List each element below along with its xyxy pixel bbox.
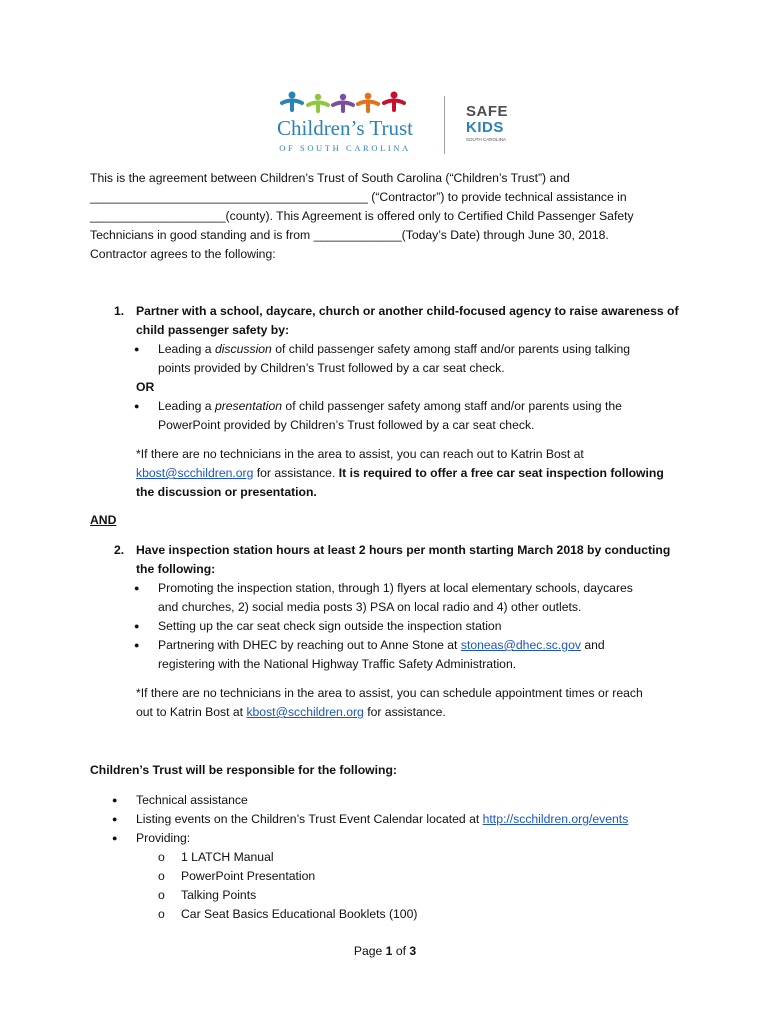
logo-divider <box>444 96 445 154</box>
logo-subtitle: OF SOUTH CAROLINA <box>279 143 411 153</box>
bullet-icon: ● <box>134 583 140 593</box>
bullet-icon: ● <box>112 795 118 805</box>
bullet-icon: ● <box>134 401 140 411</box>
bullet-text-cont: points provided by Children’s Trust followed by a car seat check. <box>158 361 505 375</box>
safe-kids-state: SOUTH CAROLINA <box>466 137 507 142</box>
responsibilities-section <box>90 761 690 924</box>
section-heading: Children’s Trust will be responsible for the following: <box>90 763 397 777</box>
page-label: Page <box>353 944 386 958</box>
bullet-text: Leading a presentation of child passenger safety among staff and/or parents using the <box>158 399 622 413</box>
sub-bullet-text: Car Seat Basics Educational Booklets (100) <box>181 907 418 921</box>
item-title: Partner with a school, daycare, church or another child-focused agency to raise awareness of <box>136 304 679 318</box>
intro-paragraph <box>90 169 690 264</box>
intro-line: _________________________________________ (“Contractor”) to provide technical assistance in <box>90 190 627 204</box>
sub-bullet-marker: o <box>158 869 165 883</box>
item-title-cont: child passenger safety by: <box>136 323 290 337</box>
intro-line: Contractor agrees to the following: <box>90 247 276 261</box>
bullet-icon: ● <box>134 621 140 631</box>
item-number: 2. <box>114 543 125 557</box>
bullet-text: Promoting the inspection station, through 1) flyers at local elementary schools, daycares <box>158 581 633 595</box>
item-2 <box>90 541 690 722</box>
and-separator <box>90 511 690 530</box>
logo-title: Children’s Trust <box>277 116 413 140</box>
note-line: *If there are no technicians in the area to assist, you can schedule appointment times or reach <box>136 686 643 700</box>
bullet-text-cont: and churches, 2) social media posts 3) PSA on local radio and 4) other outlets. <box>158 600 582 614</box>
sub-bullet-text: PowerPoint Presentation <box>181 869 316 883</box>
note-line: kbost@scchildren.org for assistance. It is required to offer a free car seat inspection following <box>136 466 664 480</box>
sub-bullet-text: Talking Points <box>181 888 257 902</box>
bullet-text: Leading a discussion of child passenger safety among staff and/or parents using talking <box>158 342 631 356</box>
sub-bullet-marker: o <box>158 907 165 921</box>
email-link[interactable]: kbost@scchildren.org <box>136 466 254 480</box>
note-line: the discussion or presentation. <box>136 485 317 499</box>
bullet-text-cont: PowerPoint provided by Children’s Trust followed by a car seat check. <box>158 418 535 432</box>
bullet-text: Providing: <box>136 831 191 845</box>
note-line: *If there are no technicians in the area to assist, you can reach out to Katrin Bost at <box>136 447 584 461</box>
sub-bullet-marker: o <box>158 888 165 902</box>
item-title: Have inspection station hours at least 2 hours per month starting March 2018 by conducting <box>136 543 671 557</box>
childrens-trust-logo <box>262 90 428 158</box>
safe-kids-logo <box>466 104 526 150</box>
intro-line: Technicians in good standing and is from _____________(Today’s Date) through June 30, 2018. <box>90 228 609 242</box>
item-title-cont: the following: <box>136 562 216 576</box>
item-number: 1. <box>114 304 125 318</box>
and-label: AND <box>90 513 117 527</box>
safe-kids-kids: KIDS <box>466 119 504 136</box>
bullet-text: Technical assistance <box>136 793 248 807</box>
bullet-icon: ● <box>134 344 140 354</box>
bullet-icon: ● <box>112 833 118 843</box>
bullet-text: Listing events on the Children’s Trust Event Calendar located at http://scchildren.org/events <box>136 812 629 826</box>
bullet-icon: ● <box>134 640 140 650</box>
page-total: 3 <box>409 944 417 958</box>
item-1 <box>90 302 690 502</box>
or-label: OR <box>136 380 155 394</box>
email-link[interactable]: kbost@scchildren.org <box>246 705 364 719</box>
page-number: 1 <box>385 944 393 958</box>
people-figures-icon <box>280 90 410 114</box>
intro-line: This is the agreement between Children’s Trust of South Carolina (“Children’s Trust”) and <box>90 171 570 185</box>
sub-bullet-marker: o <box>158 850 165 864</box>
page-footer <box>0 942 770 961</box>
email-link[interactable]: stoneas@dhec.sc.gov <box>460 638 581 652</box>
note-line: out to Katrin Bost at kbost@scchildren.org for assistance. <box>136 705 446 719</box>
safe-kids-safe: SAFE <box>466 103 509 120</box>
page-of: of <box>392 944 410 958</box>
bullet-text-cont: registering with the National Highway Traffic Safety Administration. <box>158 657 517 671</box>
bullet-text: Partnering with DHEC by reaching out to Anne Stone at stoneas@dhec.sc.gov and <box>158 638 605 652</box>
events-link[interactable]: http://scchildren.org/events <box>482 812 629 826</box>
bullet-icon: ● <box>112 814 118 824</box>
intro-line: ____________________(county). This Agreement is offered only to Certified Child Passenger Safety <box>90 209 634 223</box>
bullet-text: Setting up the car seat check sign outside the inspection station <box>158 619 502 633</box>
sub-bullet-text: 1 LATCH Manual <box>181 850 274 864</box>
